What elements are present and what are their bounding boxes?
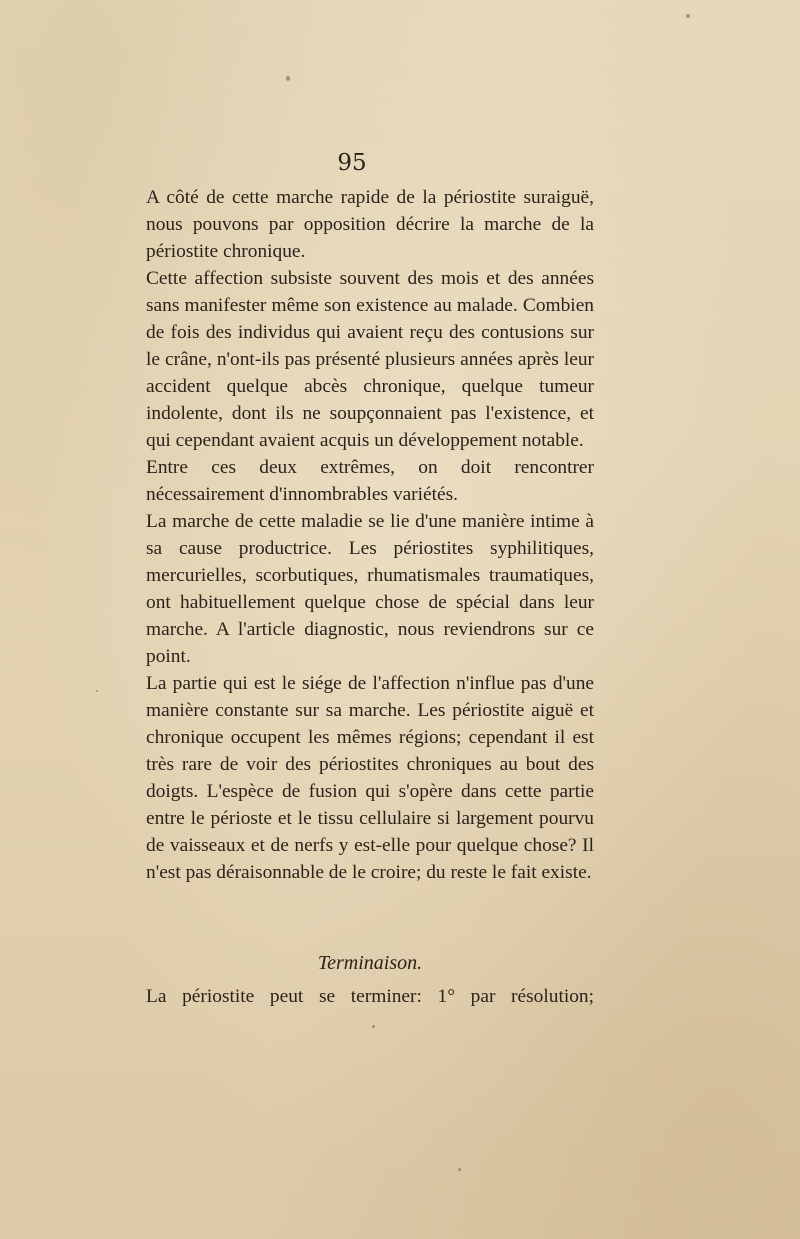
paragraph: Cette affection subsiste souvent des mois et des années sans manifester même son existence au malade. Combien de fois des individus qui avaient reçu des contusions sur le crâne, n'ont-ils pas présenté plusieurs années après leur accident quelque abcès chronique, quelque tumeur indolente, dont ils ne soupçonnaient pas l'existence, et qui cependant avaient acquis un développement notable. xyxy=(146,268,594,451)
paragraph: A côté de cette marche rapide de la périostite suraiguë, nous pouvons par opposition décrire la marche de la périostite chronique. xyxy=(146,187,594,262)
paragraph: La périostite peut se terminer: 1° par résolution; xyxy=(146,986,594,1007)
paragraph: Entre ces deux extrêmes, on doit rencontrer nécessairement d'innombrables variétés. xyxy=(146,457,594,505)
section-heading: Terminaison. xyxy=(317,952,423,974)
paper-speck xyxy=(372,1025,375,1028)
page-number: 95 xyxy=(337,150,367,176)
paper-speck xyxy=(686,14,690,18)
paragraph: La partie qui est le siége de l'affection n'influe pas d'une manière constante sur sa marche. Les périostite aiguë et chronique occupent les mêmes régions; cependant il est très rare de voir des périostites chroniques au bout des doigts. L'espèce de fusion qui s'opère dans cette partie entre le périoste et le tissu cellulaire si largement pourvu de vaisseaux et de nerfs y est-elle pour quelque chose? Il n'est pas déraisonnable de le croire; du reste le fait existe. xyxy=(146,673,594,883)
body-text xyxy=(146,184,594,886)
paragraph: La marche de cette maladie se lie d'une manière intime à sa cause productrice. Les périostites syphilitiques, mercurielles, scorbutiques, rhumatismales traumatiques, ont habituellement quelque chose de spécial dans leur marche. A l'article diagnostic, nous reviendrons sur ce point. xyxy=(146,511,594,667)
paper-speck xyxy=(458,1168,461,1171)
paper-speck xyxy=(96,690,98,692)
paper-speck xyxy=(286,76,290,81)
